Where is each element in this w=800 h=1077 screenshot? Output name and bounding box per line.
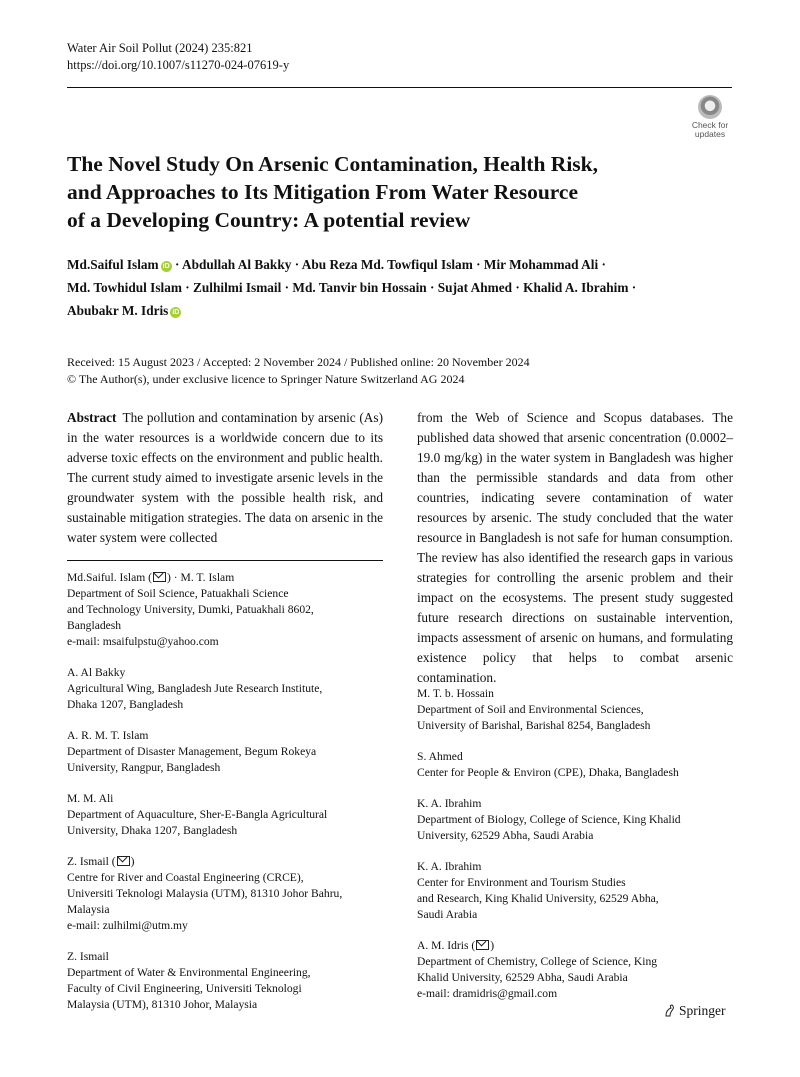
affiliation-author (67, 665, 383, 681)
affiliation-line: Saudi Arabia (417, 908, 478, 921)
title-line: The Novel Study On Arsenic Contamination, Health Risk, (67, 152, 598, 176)
envelope-icon[interactable] (117, 856, 130, 866)
affiliation-block (417, 859, 733, 923)
affiliation-line: Malaysia (67, 903, 110, 916)
affiliation-block (67, 854, 383, 934)
affiliation-line: Dhaka 1207, Bangladesh (67, 698, 184, 711)
affiliation-author-name: Z. Ismail (67, 950, 109, 963)
affiliation-author (67, 728, 383, 744)
affiliation-author-name-rest: ) (490, 939, 495, 952)
author-separator: · (628, 280, 637, 295)
author-line (67, 299, 737, 322)
journal-citation: Water Air Soil Pollut (2024) 235:821 (67, 41, 253, 55)
article-title (67, 150, 707, 234)
journal-header (67, 40, 289, 74)
crossmark-icon (698, 95, 722, 119)
affiliation-author-name-rest: ) · M. T. Islam (167, 571, 235, 584)
copyright-line: © The Author(s), under exclusive licence to Springer Nature Switzerland AG 2024 (67, 372, 465, 386)
affiliation-author (417, 938, 733, 954)
affiliation-author (417, 749, 733, 765)
publisher-name: Springer (679, 1003, 726, 1018)
affiliation-author (417, 796, 733, 812)
affiliation-line: Bangladesh (67, 619, 122, 632)
affiliations-right (417, 686, 733, 1002)
affiliation-author-name: M. M. Ali (67, 792, 114, 805)
received-dates: Received: 15 August 2023 / Accepted: 2 November 2024 / Published online: 20 November 2024 (67, 355, 530, 369)
author-line (67, 253, 737, 276)
abstract-text-left: The pollution and contamination by arsenic (As) in the water resources is a worldwide concern due to its adverse toxic effects on the environment and public health. The current study aimed to investigate arsenic levels in the groundwater system with the possible health risk, and sustainable mitigation strategies. The data on arsenic in the water system were collected (67, 410, 383, 545)
email-address[interactable]: e-mail: dramidris@gmail.com (417, 987, 558, 1000)
author-name[interactable]: Abdullah Al Bakky (181, 257, 292, 272)
affiliation-author-name-rest: ) (130, 855, 135, 868)
affiliation-line: University of Barishal, Barishal 8254, Bangladesh (417, 719, 651, 732)
author-separator: · (512, 280, 524, 295)
author-name[interactable]: Md. Towhidul Islam (67, 280, 182, 295)
author-line (67, 276, 737, 299)
affiliation-line: University, Rangpur, Bangladesh (67, 761, 221, 774)
author-name[interactable]: Mir Mohammad Ali (483, 257, 599, 272)
affiliation-line: Agricultural Wing, Bangladesh Jute Research Institute, (67, 682, 323, 695)
affiliation-block (67, 665, 383, 713)
author-separator: · (181, 280, 194, 295)
affiliation-author-name: A. Al Bakky (67, 666, 126, 679)
affiliation-line: Center for People & Environ (CPE), Dhaka, Bangladesh (417, 766, 679, 779)
affiliation-author (417, 859, 733, 875)
author-name[interactable]: Zulhilmi Ismail (193, 280, 282, 295)
affiliation-author (67, 570, 383, 586)
affiliation-line: University, Dhaka 1207, Bangladesh (67, 824, 238, 837)
affiliation-line: Centre for River and Coastal Engineering (CRCE), (67, 871, 304, 884)
affiliation-block (67, 791, 383, 839)
orcid-icon[interactable]: iD (162, 263, 170, 270)
affiliation-author-name: A. M. Idris ( (417, 939, 476, 952)
affiliation-author-name: K. A. Ibrahim (417, 860, 482, 873)
affiliation-line: Department of Soil Science, Patuakhali Science (67, 587, 289, 600)
affiliation-block (67, 728, 383, 776)
affiliation-author-name: M. T. b. Hossain (417, 687, 494, 700)
footnote-rule (67, 560, 383, 561)
abstract-left-column (67, 408, 383, 548)
affiliation-line: Faculty of Civil Engineering, Universiti Teknologi (67, 982, 302, 995)
affiliation-block (67, 570, 383, 650)
affiliation-author (417, 686, 733, 702)
affiliation-line: and Research, King Khalid University, 62529 Abha, (417, 892, 659, 905)
author-name[interactable]: Abubakr M. Idris (67, 303, 169, 318)
author-separator: · (472, 257, 484, 272)
author-name[interactable]: Abu Reza Md. Towfiqul Islam (301, 257, 473, 272)
title-line: of a Developing Country: A potential review (67, 208, 471, 232)
author-name[interactable]: Md.Saiful Islam (67, 257, 159, 272)
author-name[interactable]: Sujat Ahmed (437, 280, 513, 295)
affiliation-author-name: Md.Saiful. Islam ( (67, 571, 153, 584)
affiliation-line: Department of Water & Environmental Engineering, (67, 966, 311, 979)
author-separator: · (426, 280, 438, 295)
affiliation-line: Department of Aquaculture, Sher-E-Bangla Agricultural (67, 808, 328, 821)
affiliation-line: Khalid University, 62529 Abha, Saudi Arabia (417, 971, 628, 984)
check-for-updates-badge[interactable] (688, 95, 732, 137)
affiliation-author (67, 854, 383, 870)
affiliation-author-name: K. A. Ibrahim (417, 797, 482, 810)
affiliation-line: Malaysia (UTM), 81310 Johor, Malaysia (67, 998, 258, 1011)
envelope-icon[interactable] (153, 572, 166, 582)
affiliation-author (67, 949, 383, 965)
affiliation-block (67, 949, 383, 1013)
author-separator: · (281, 280, 293, 295)
envelope-icon[interactable] (476, 940, 489, 950)
affiliation-author (67, 791, 383, 807)
springer-horse-icon (664, 1004, 675, 1017)
affiliation-line: and Technology University, Dumki, Patuakhali 8602, (67, 603, 314, 616)
affiliation-line: Department of Disaster Management, Begum Rokeya (67, 745, 317, 758)
email-address[interactable]: e-mail: zulhilmi@utm.my (67, 919, 188, 932)
email-address[interactable]: e-mail: msaifulpstu@yahoo.com (67, 635, 219, 648)
affiliation-line: University, 62529 Abha, Saudi Arabia (417, 829, 594, 842)
affiliation-block (417, 749, 733, 781)
author-separator: · (171, 257, 182, 272)
affiliation-line: Department of Biology, College of Science, King Khalid (417, 813, 681, 826)
affiliation-block (417, 796, 733, 844)
abstract-text-right: from the Web of Science and Scopus databases. The published data showed that arsenic concentration (0.0002–19.0 mg/kg) in the water system in Bangladesh was higher than the permissible standards and data from other countries, indicating severe contamination of water resources by arsenic. The study concluded that the water resource in Bangladesh is not safe for human consumption. The review has also identified the research gaps in various strategies for controlling the arsenic problem and their impact on the ecosystems. The present study suggested future research directions on sustainable intervention, impacts assessment of arsenic on humans, and formulating existence policy that helps to combat arsenic contamination. (417, 410, 733, 685)
affiliation-line: Center for Environment and Tourism Studies (417, 876, 626, 889)
header-rule (67, 87, 732, 88)
author-separator: · (291, 257, 302, 272)
affiliation-block (417, 938, 733, 1002)
author-list (67, 253, 737, 322)
title-line: and Approaches to Its Mitigation From Water Resource (67, 180, 579, 204)
author-name[interactable]: Khalid A. Ibrahim (523, 280, 629, 295)
affiliation-line: Universiti Teknologi Malaysia (UTM), 81310 Johor Bahru, (67, 887, 343, 900)
affiliation-author-name: Z. Ismail ( (67, 855, 116, 868)
affiliation-block (417, 686, 733, 734)
author-name[interactable]: Md. Tanvir bin Hossain (292, 280, 427, 295)
crossmark-label: Check for updates (691, 120, 729, 139)
author-separator: · (598, 257, 606, 272)
affiliation-author-name: S. Ahmed (417, 750, 463, 763)
orcid-icon[interactable]: iD (172, 309, 180, 316)
publication-history (67, 354, 530, 388)
publisher-logo (664, 1002, 726, 1020)
affiliations-left (67, 570, 383, 1013)
affiliation-line: Department of Chemistry, College of Science, King (417, 955, 658, 968)
doi-link[interactable]: https://doi.org/10.1007/s11270-024-07619-y (67, 58, 290, 72)
affiliation-line: Department of Soil and Environmental Sciences, (417, 703, 644, 716)
abstract-heading: Abstract (67, 410, 117, 425)
affiliation-author-name: A. R. M. T. Islam (67, 729, 149, 742)
abstract-right-column (417, 408, 733, 688)
